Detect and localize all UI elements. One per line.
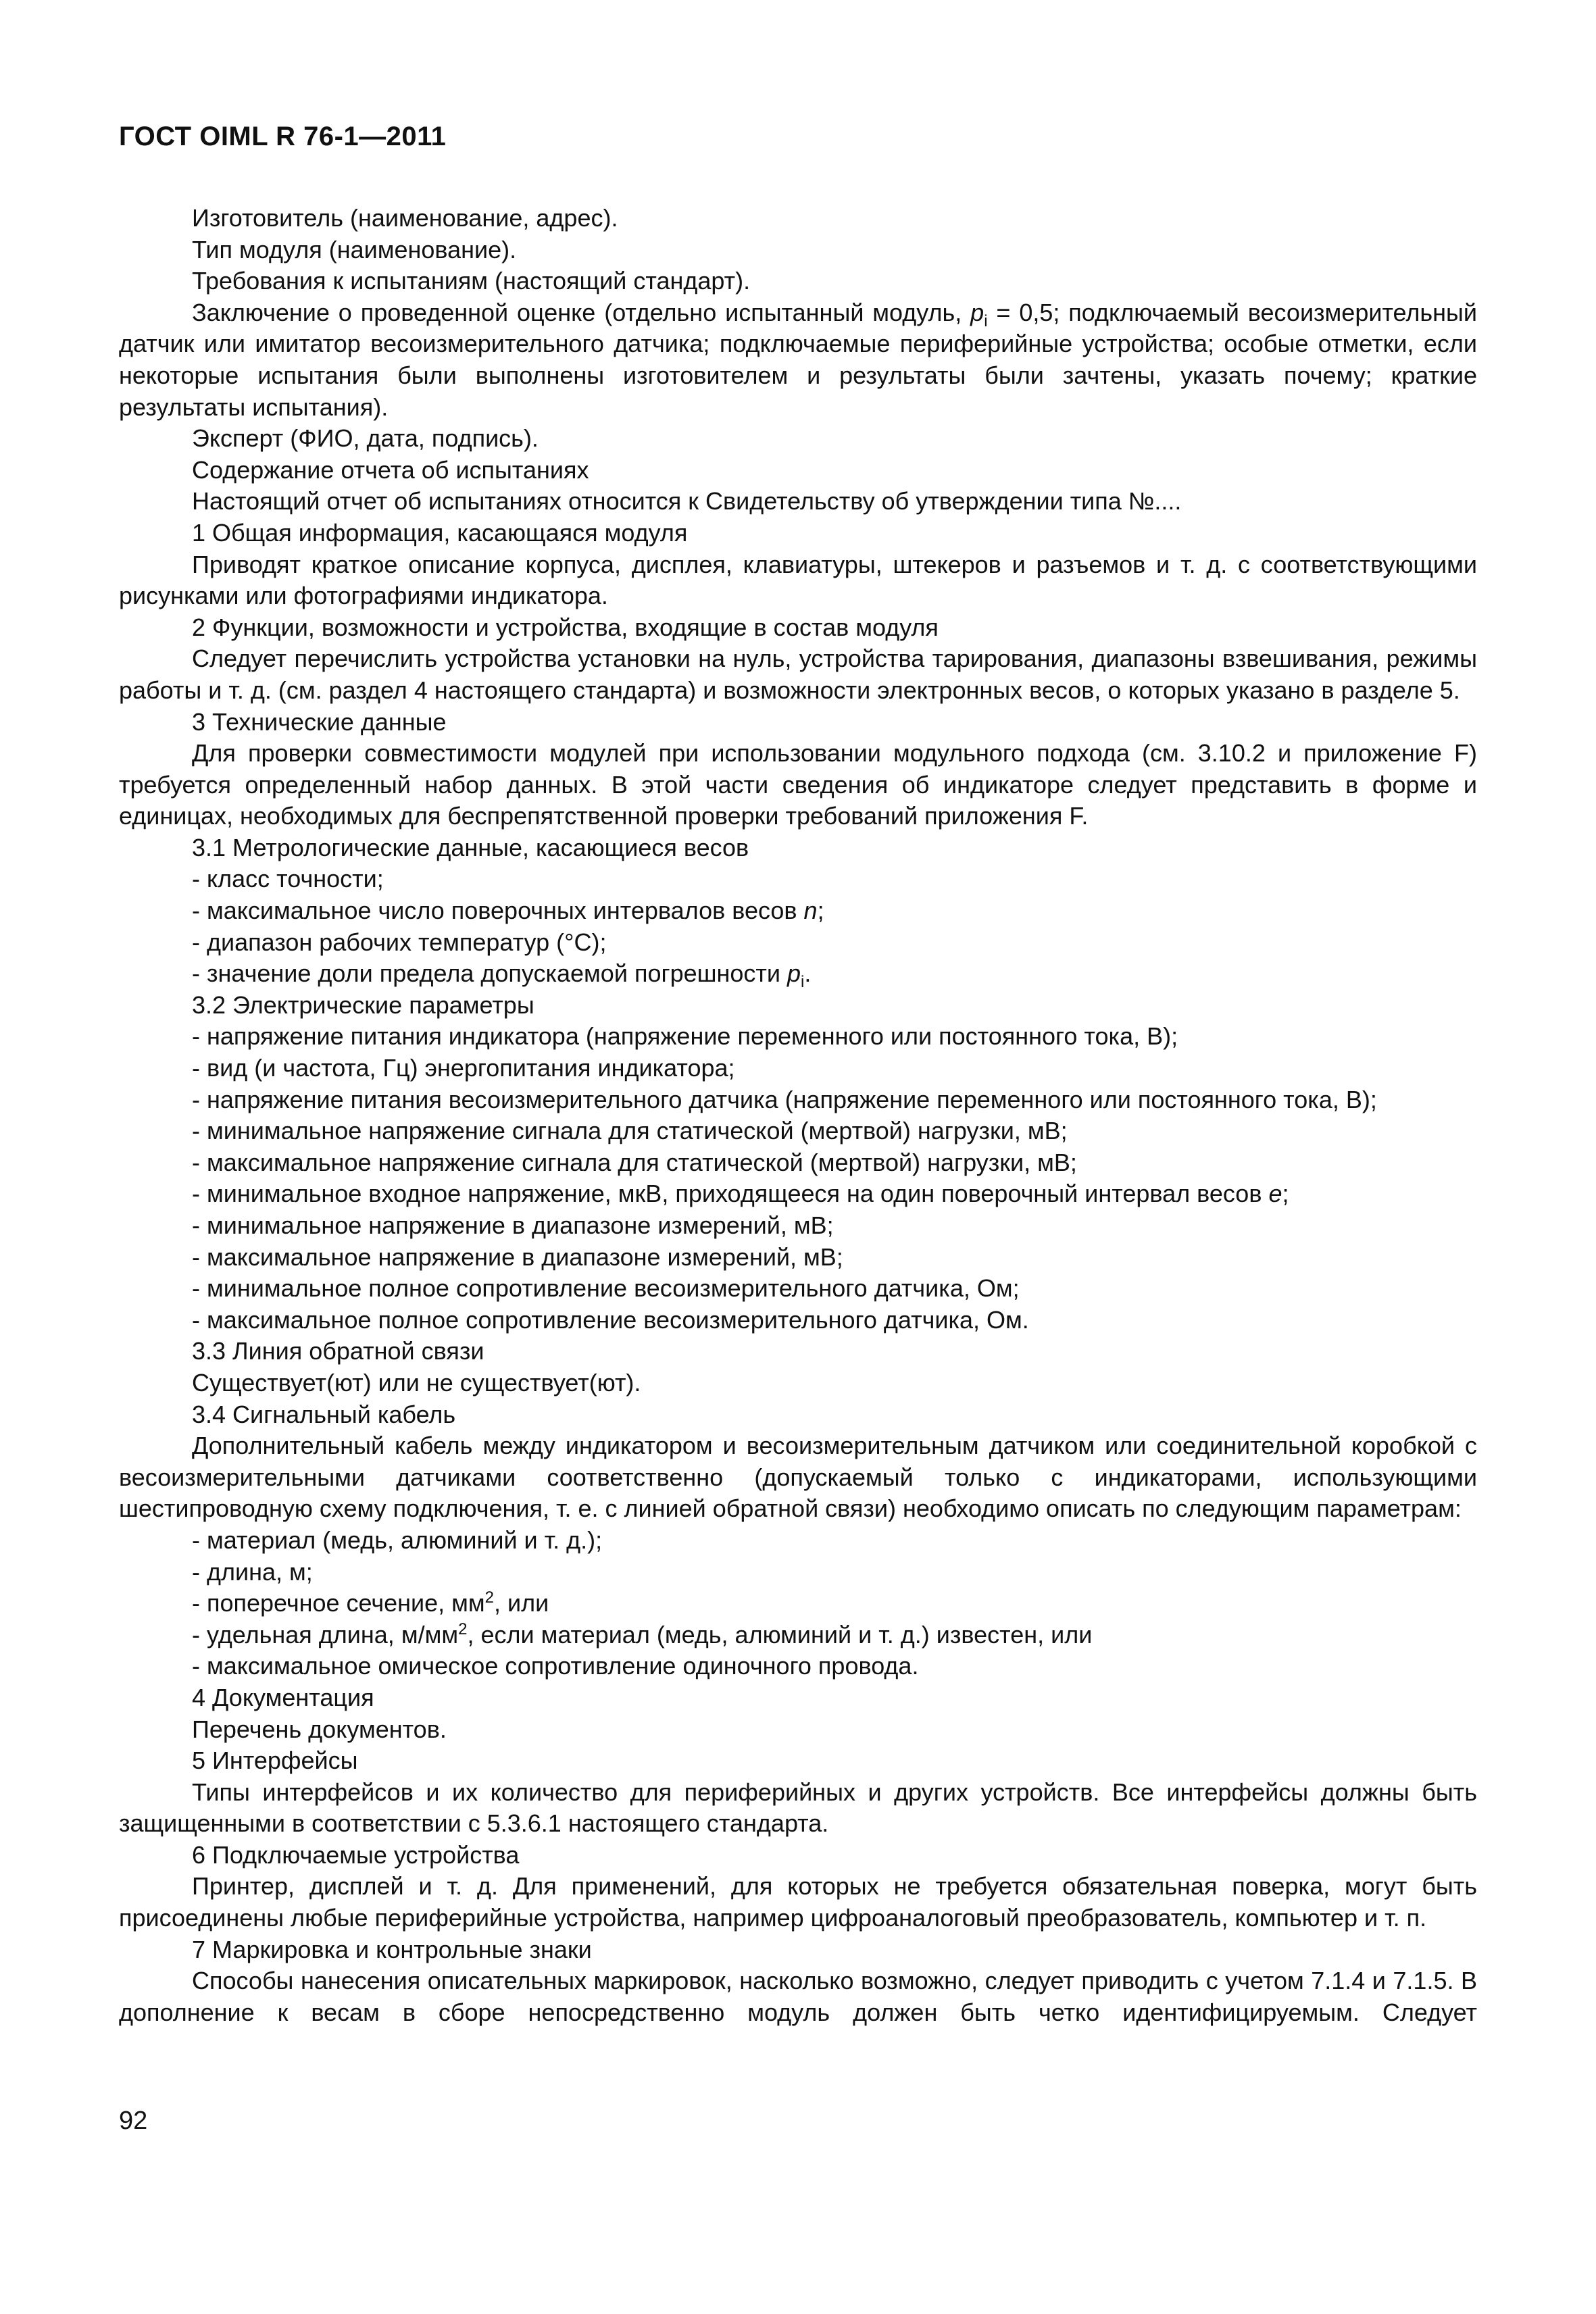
paragraph: Существует(ют) или не существует(ют). — [192, 1368, 641, 1397]
paragraph: Приводят краткое описание корпуса, дисплея, клавиатуры, штекеров и разъемов и т. д. с соответствующими рисунками или фотографиями индикатора. — [119, 550, 1477, 610]
paragraph: Требования к испытаниям (настоящий стандарт). — [192, 267, 751, 295]
paragraph: 5 Интерфейсы — [192, 1746, 358, 1775]
paragraph: Тип модуля (наименование). — [192, 235, 517, 263]
paragraph: Перечень документов. — [192, 1715, 447, 1743]
paragraph: - поперечное сечение, $мм^2$, или — [192, 1588, 549, 1617]
paragraph: Изготовитель (наименование, адрес). — [192, 204, 618, 232]
paragraph: 7 Маркировка и контрольные знаки — [192, 1935, 592, 1963]
paragraph: - минимальное напряжение в диапазоне измерений, мВ; — [192, 1211, 834, 1239]
paragraph: Содержание отчета об испытаниях — [192, 455, 589, 484]
paragraph: - максимальное напряжение сигнала для статической (мертвой) нагрузки, мВ; — [192, 1148, 1077, 1176]
paragraph: Настоящий отчет об испытаниях относится к Свидетельству об утверждении типа №.... — [192, 487, 1182, 515]
document-body — [119, 203, 1477, 2028]
paragraph: - максимальное напряжение в диапазоне измерений, мВ; — [192, 1242, 843, 1271]
paragraph: - диапазон рабочих температур (°С); — [192, 928, 607, 956]
paragraph: - минимальное напряжение сигнала для статической (мертвой) нагрузки, мВ; — [192, 1117, 1068, 1145]
paragraph: 3.3 Линия обратной связи — [192, 1337, 484, 1365]
paragraph: Следует перечислить устройства установки на нуль, устройства тарирования, диапазоны взвешивания, режимы работы и т. д. (см. раздел 4 настоящего стандарта) и возможности электронных весов, о которых указано в разделе 5. — [119, 645, 1477, 704]
paragraph: 3.1 Метрологические данные, касающиеся весов — [192, 833, 749, 861]
paragraph: - напряжение питания индикатора (напряжение переменного или постоянного тока, В); — [192, 1022, 1178, 1051]
paragraph: - материал (медь, алюминий и т. д.); — [192, 1526, 603, 1554]
paragraph: - максимальное полное сопротивление весоизмерительного датчика, Ом. — [192, 1305, 1029, 1334]
paragraph: 3.4 Сигнальный кабель — [192, 1400, 456, 1428]
paragraph: Принтер, дисплей и т. д. Для применений, для которых не требуется обязательная поверка, могут быть присоединены любые периферийные устройства, например цифроаналоговый преобразователь, компьютер и т. п. — [119, 1872, 1477, 1932]
paragraph: - максимальное число поверочных интервалов весов n; — [192, 897, 824, 925]
paragraph: - минимальное полное сопротивление весоизмерительного датчика, Ом; — [192, 1274, 1020, 1303]
paragraph: - длина, м; — [192, 1557, 313, 1586]
paragraph: Для проверки совместимости модулей при использовании модульного подхода (см. 3.10.2 и приложение F) требуется определенный набор данных. В этой части сведения об индикаторе следует представить в форме и единицах, необходимых для беспрепятственной проверки требований приложения F. — [119, 739, 1477, 830]
paragraph: Заключение о проведенной оценке (отдельно испытанный модуль, $p_i = 0,5$; подключаемый весоизмерительный датчик или имитатор весоизмерительного датчика; подключаемые периферийные устройства; особые отметки, если некоторые испытания были выполнены изготовителем и результаты были зачтены, указать почему; краткие результаты испытания). — [119, 298, 1477, 421]
paragraph: 4 Документация — [192, 1683, 374, 1711]
paragraph: - напряжение питания весоизмерительного датчика (напряжение переменного или постоянного тока, В); — [192, 1085, 1377, 1113]
paragraph: - значение доли предела допускаемой погрешности $p_i$. — [192, 959, 812, 992]
paragraph: Дополнительный кабель между индикатором и весоизмерительным датчиком или соединительной коробкой с весоизмерительными датчиками соответственно (допускаемый только с индикаторами, использующими шестипроводную схему подключения, т. е. с линией обратной связи) необходимо описать по следующим параметрам: — [119, 1432, 1477, 1523]
document-header: ГОСТ OIML R 76-1—2011 — [119, 122, 447, 151]
paragraph: 1 Общая информация, касающаяся модуля — [192, 518, 688, 547]
paragraph: Эксперт (ФИО, дата, подпись). — [192, 424, 539, 453]
paragraph: - класс точности; — [192, 865, 384, 893]
paragraph: 6 Подключаемые устройства — [192, 1840, 520, 1869]
paragraph: 3 Технические данные — [192, 707, 447, 736]
paragraph: - минимальное входное напряжение, мкВ, приходящееся на один поверочный интервал весов e; — [192, 1180, 1289, 1208]
paragraph: Типы интерфейсов и их количество для периферийных и других устройств. Все интерфейсы должны быть защищенными в соответствии с 5.3.6.1 настоящего стандарта. — [119, 1778, 1477, 1838]
paragraph: - максимальное омическое сопротивление одиночного провода. — [192, 1652, 919, 1680]
paragraph: Способы нанесения описательных маркировок, насколько возможно, следует приводить с учетом 7.1.4 и 7.1.5. В дополнение к весам в сборе непосредственно модуль должен быть четко идентифицируемым. Следует — [119, 1967, 1477, 2026]
page-number: 92 — [119, 2107, 148, 2135]
paragraph: 3.2 Электрические параметры — [192, 990, 534, 1019]
paragraph: - вид (и частота, Гц) энергопитания индикатора; — [192, 1054, 735, 1082]
paragraph: 2 Функции, возможности и устройства, входящие в состав модуля — [192, 613, 939, 641]
paragraph: - удельная длина, $м/мм^2$, если материал (медь, алюминий и т. д.) известен, или — [192, 1619, 1093, 1649]
